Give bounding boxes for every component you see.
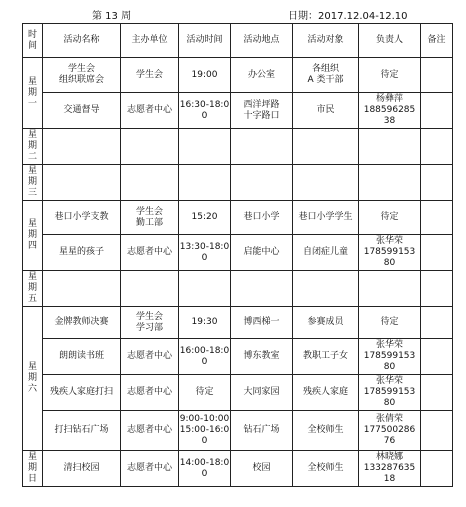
- organizer-line: 学生会: [135, 311, 163, 322]
- day-cell: [23, 129, 43, 165]
- activity-cell: [43, 165, 121, 201]
- time-cell: [179, 307, 231, 339]
- target-cell: [293, 307, 359, 339]
- table-row: [23, 58, 453, 93]
- header-char: 时: [27, 29, 37, 40]
- day-char: 期: [27, 463, 37, 473]
- week-label: 第 13 周: [92, 11, 132, 22]
- place-cell: [231, 451, 293, 487]
- place-cell: [231, 375, 293, 411]
- target-cell: [293, 451, 359, 487]
- target-cell: [293, 271, 359, 307]
- day-char: 星: [27, 272, 37, 282]
- activity-cell: [43, 201, 121, 235]
- day-char: 五: [27, 294, 37, 304]
- target-line: 参赛成员: [307, 317, 344, 327]
- target-cell: [293, 375, 359, 411]
- time-line: 15:20: [191, 212, 218, 222]
- day-cell: [23, 451, 43, 487]
- table-row: [23, 307, 453, 339]
- column-header-time: [23, 24, 43, 58]
- person-cell: [359, 235, 421, 271]
- target-line: 市民: [316, 105, 335, 115]
- activity-line: 交通督导: [63, 105, 100, 115]
- time-line: 16:00-18:0: [179, 345, 230, 356]
- place-line: 博西梯一: [243, 317, 280, 327]
- day-char: 星: [27, 130, 37, 140]
- organizer-cell: [121, 307, 179, 339]
- activity-cell: [43, 235, 121, 271]
- person-line: 18: [383, 474, 396, 484]
- place-cell: [231, 411, 293, 451]
- activity-cell: [43, 93, 121, 129]
- activity-line: 金牌教师决赛: [54, 317, 109, 327]
- time-line: 0: [201, 436, 208, 446]
- place-cell: [231, 307, 293, 339]
- organizer-line: 志愿者中心: [126, 105, 172, 115]
- note-cell: [421, 411, 453, 451]
- table-row: [23, 271, 453, 307]
- place-cell: [231, 129, 293, 165]
- target-line: 全校师生: [307, 463, 344, 473]
- table-row: [23, 451, 453, 487]
- organizer-line: 勤工部: [135, 217, 163, 228]
- time-line: 待定: [195, 387, 214, 397]
- person-line: 38: [383, 116, 396, 126]
- organizer-cell: [121, 235, 179, 271]
- day-cell: [23, 201, 43, 271]
- person-cell: [359, 165, 421, 201]
- person-line: 177500286: [363, 425, 416, 435]
- day-char: 四: [27, 241, 37, 251]
- person-line: 80: [383, 362, 396, 372]
- person-cell: [359, 339, 421, 375]
- note-cell: [421, 165, 453, 201]
- organizer-cell: [121, 201, 179, 235]
- day-char: 星: [27, 219, 37, 229]
- day-char: 六: [27, 384, 37, 394]
- organizer-cell: [121, 451, 179, 487]
- person-line: 张华荣: [375, 340, 403, 350]
- day-char: 期: [27, 177, 37, 187]
- column-header-place: 活动地点: [231, 24, 293, 58]
- note-cell: [421, 451, 453, 487]
- note-cell: [421, 93, 453, 129]
- organizer-line: 学生会: [135, 69, 163, 80]
- time-cell: [179, 58, 231, 93]
- time-line: 0: [201, 110, 208, 121]
- target-line: 残疾人家庭: [302, 387, 348, 397]
- place-line: 校园: [252, 463, 271, 473]
- place-line: 大同家园: [243, 387, 280, 397]
- schedule-body: [23, 58, 453, 487]
- organizer-cell: [121, 411, 179, 451]
- place-line: 巷口小学: [243, 212, 280, 222]
- person-line: 80: [383, 398, 396, 408]
- column-header-organizer: 主办单位: [121, 24, 179, 58]
- header-row: [23, 24, 453, 58]
- time-line: 13:30-18:0: [179, 241, 230, 252]
- person-line: 188596285: [363, 105, 416, 115]
- organizer-line: 志愿者中心: [126, 463, 172, 473]
- column-header-person: 负责人: [359, 24, 421, 58]
- activity-line: 残疾人家庭打扫: [49, 387, 113, 397]
- target-line: 自闭症儿童: [302, 247, 348, 257]
- time-cell: [179, 339, 231, 375]
- person-line: 张华荣: [375, 376, 403, 386]
- person-line: 杨彝萍: [375, 94, 403, 104]
- note-cell: [421, 307, 453, 339]
- table-row: [23, 235, 453, 271]
- day-cell: [23, 271, 43, 307]
- column-header-activity-time: 活动时间: [179, 24, 231, 58]
- target-cell: [293, 235, 359, 271]
- target-cell: [293, 58, 359, 93]
- place-line: 办公室: [247, 69, 275, 80]
- place-cell: [231, 339, 293, 375]
- person-line: 待定: [380, 69, 399, 80]
- activity-cell: [43, 339, 121, 375]
- person-line: 178599153: [363, 387, 416, 397]
- person-line: 133287635: [363, 463, 416, 473]
- organizer-line: 志愿者中心: [126, 351, 172, 361]
- activity-cell: [43, 451, 121, 487]
- organizer-cell: [121, 339, 179, 375]
- place-line: 西洋坪路: [243, 99, 280, 110]
- time-line: 16:30-18:0: [179, 99, 230, 110]
- organizer-cell: [121, 165, 179, 201]
- organizer-line: 志愿者中心: [126, 387, 172, 397]
- activity-line: 朗朗读书班: [58, 351, 104, 361]
- activity-line: 学生会: [67, 64, 95, 74]
- person-cell: [359, 451, 421, 487]
- time-cell: [179, 165, 231, 201]
- place-line: 钻石广场: [243, 425, 280, 435]
- time-cell: [179, 271, 231, 307]
- table-row: [23, 339, 453, 375]
- time-cell: [179, 451, 231, 487]
- header-char: 间: [27, 40, 37, 51]
- time-cell: [179, 411, 231, 451]
- day-char: 星: [27, 166, 37, 176]
- activity-cell: [43, 271, 121, 307]
- place-cell: [231, 271, 293, 307]
- activity-cell: [43, 411, 121, 451]
- target-cell: [293, 201, 359, 235]
- organizer-cell: [121, 271, 179, 307]
- organizer-cell: [121, 93, 179, 129]
- time-line: 15:00-16:0: [179, 425, 230, 435]
- activity-cell: [43, 129, 121, 165]
- person-line: 张倩荣: [375, 414, 403, 424]
- target-line: 全校师生: [307, 425, 344, 435]
- person-line: 待定: [380, 212, 399, 222]
- time-line: 0: [201, 252, 208, 263]
- target-cell: [293, 165, 359, 201]
- place-cell: [231, 93, 293, 129]
- target-cell: [293, 411, 359, 451]
- time-cell: [179, 235, 231, 271]
- place-cell: [231, 235, 293, 271]
- day-char: 星: [27, 76, 37, 87]
- person-cell: [359, 375, 421, 411]
- target-cell: [293, 129, 359, 165]
- time-cell: [179, 129, 231, 165]
- day-cell: [23, 165, 43, 201]
- organizer-line: 学生会: [135, 206, 163, 217]
- day-char: 期: [27, 230, 37, 240]
- person-cell: [359, 411, 421, 451]
- note-cell: [421, 58, 453, 93]
- day-char: 期: [27, 373, 37, 383]
- person-cell: [359, 93, 421, 129]
- person-line: 80: [383, 258, 396, 268]
- time-cell: [179, 201, 231, 235]
- table-row: [23, 93, 453, 129]
- organizer-line: 志愿者中心: [126, 425, 172, 435]
- activity-line: 打扫钻石广场: [54, 425, 109, 435]
- day-char: 期: [27, 141, 37, 151]
- day-char: 星: [27, 452, 37, 462]
- table-row: [23, 129, 453, 165]
- person-line: 林晓娜: [375, 452, 403, 462]
- person-cell: [359, 129, 421, 165]
- table-row: [23, 165, 453, 201]
- place-line: 启能中心: [243, 247, 280, 257]
- table-row: [23, 375, 453, 411]
- person-line: 76: [383, 436, 396, 446]
- day-cell: [23, 307, 43, 451]
- target-cell: [293, 93, 359, 129]
- target-line: 巷口小学学生: [298, 212, 353, 222]
- time-line: 0: [201, 468, 208, 479]
- day-char: 期: [27, 283, 37, 293]
- time-line: 0: [201, 356, 208, 367]
- activity-cell: [43, 307, 121, 339]
- activity-line: 巷口小学支教: [54, 212, 109, 222]
- day-char: 日: [27, 474, 37, 484]
- person-cell: [359, 201, 421, 235]
- note-cell: [421, 339, 453, 375]
- schedule-table: [22, 23, 453, 487]
- note-cell: [421, 271, 453, 307]
- place-cell: [231, 165, 293, 201]
- time-line: 19:00: [191, 69, 218, 80]
- table-row: [23, 201, 453, 235]
- time-line: 9:00-10:00: [179, 414, 230, 424]
- time-line: 14:00-18:0: [179, 457, 230, 468]
- table-row: [23, 411, 453, 451]
- note-cell: [421, 235, 453, 271]
- activity-cell: [43, 375, 121, 411]
- organizer-line: 志愿者中心: [126, 247, 172, 257]
- day-char: 一: [27, 98, 37, 109]
- organizer-line: 学习部: [135, 322, 163, 333]
- organizer-cell: [121, 58, 179, 93]
- activity-line: 组织联席会: [58, 75, 104, 85]
- date-range: 日期：2017.12.04-12.10: [288, 11, 408, 22]
- place-cell: [231, 58, 293, 93]
- person-line: 178599153: [363, 351, 416, 361]
- person-cell: [359, 58, 421, 93]
- activity-line: 星星的孩子: [58, 247, 104, 257]
- person-cell: [359, 307, 421, 339]
- day-char: 三: [27, 188, 37, 198]
- person-line: 178599153: [363, 247, 416, 257]
- target-line: 教职工子女: [302, 351, 348, 361]
- person-cell: [359, 271, 421, 307]
- time-line: 19:30: [191, 317, 218, 327]
- column-header-note: 备注: [421, 24, 453, 58]
- target-line: A 类干部: [307, 75, 344, 85]
- day-char: 星: [27, 362, 37, 372]
- time-cell: [179, 375, 231, 411]
- place-line: 博东教室: [243, 351, 280, 361]
- day-char: 二: [27, 152, 37, 162]
- target-cell: [293, 339, 359, 375]
- person-line: 待定: [380, 317, 399, 327]
- activity-line: 清扫校园: [63, 463, 100, 473]
- organizer-cell: [121, 375, 179, 411]
- day-char: 期: [27, 87, 37, 98]
- target-line: 各组织: [311, 64, 339, 74]
- note-cell: [421, 129, 453, 165]
- place-cell: [231, 201, 293, 235]
- person-line: 张华荣: [375, 236, 403, 246]
- note-cell: [421, 201, 453, 235]
- column-header-activity: 活动名称: [43, 24, 121, 58]
- activity-cell: [43, 58, 121, 93]
- day-cell: [23, 58, 43, 129]
- note-cell: [421, 375, 453, 411]
- organizer-cell: [121, 129, 179, 165]
- time-cell: [179, 93, 231, 129]
- place-line: 十字路口: [243, 110, 280, 121]
- column-header-target: 活动对象: [293, 24, 359, 58]
